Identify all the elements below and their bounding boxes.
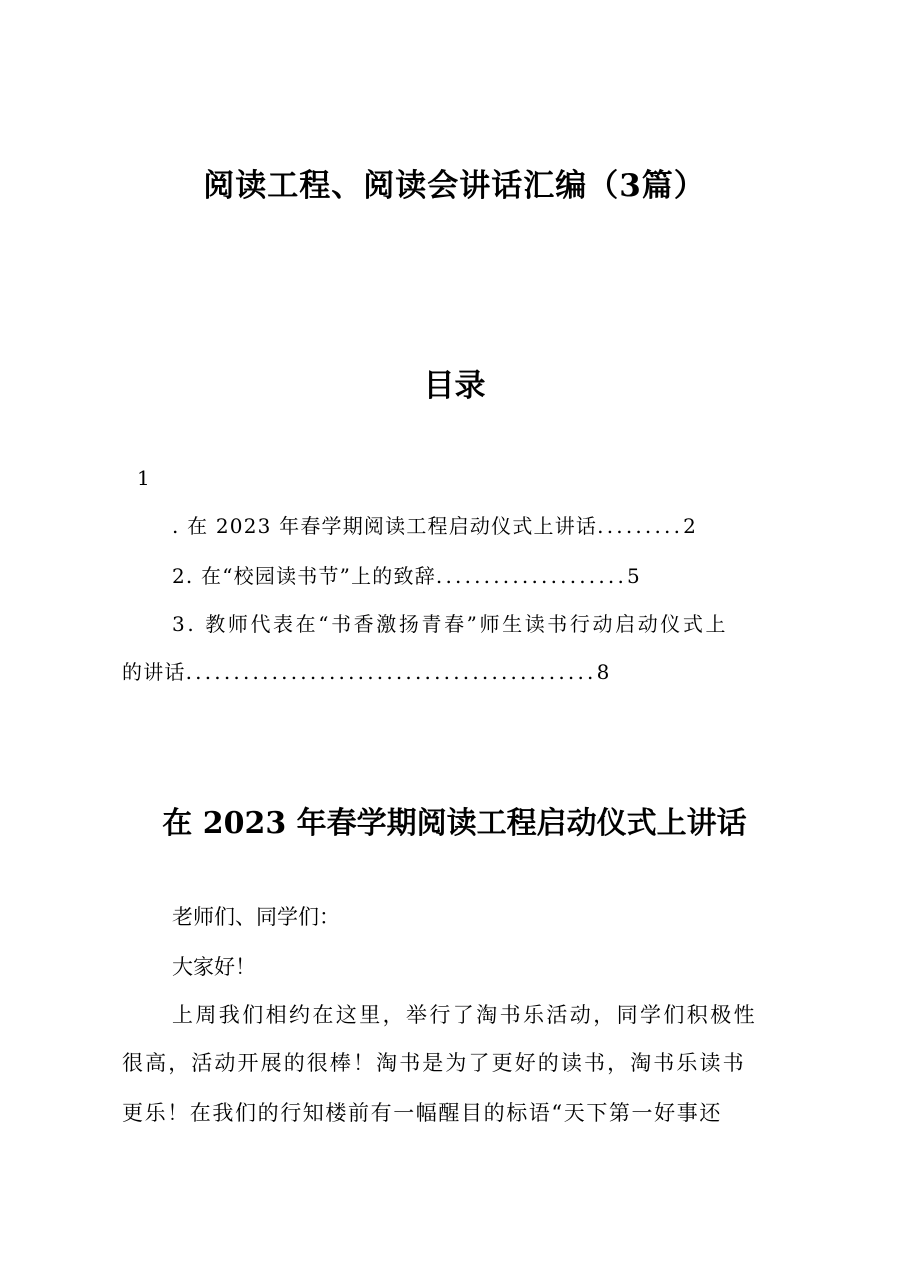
toc-leader-dots: .................... [435,564,628,588]
body-text-line: 更乐！在我们的行知楼前有一幅醒目的标语“天下第一好事还 [122,1101,722,1125]
toc-leader-dots: ......... [597,514,684,538]
toc-entry-title: . 在 2023 年春学期阅读工程启动仪式上讲话 [172,514,598,538]
toc-entry-3[interactable] [172,610,728,638]
toc-page-number: 8 [596,660,611,684]
body-text-line: 上周我们相约在这里，举行了淘书乐活动，同学们积极性 [172,1003,757,1027]
toc-entry-2[interactable] [172,562,641,590]
greeting-line: 大家好！ [172,955,256,979]
toc-list-marker: 1 [137,466,150,490]
toc-entry-3-continuation[interactable] [122,658,611,686]
toc-heading: 目录 [423,368,486,404]
toc-page-number: 2 [683,514,698,538]
toc-page-number: 5 [627,564,641,588]
toc-entry-title: 3. 教师代表在“书香激扬青春”师生读书行动启动仪式上 [172,612,729,636]
toc-leader-dots: ........................................... [185,660,597,684]
toc-entry-title-continuation: 的讲话 [122,660,186,684]
toc-entry-title: 2. 在“校园读书节”上的致辞 [172,564,436,588]
body-text-line: 很高，活动开展的很棒！淘书是为了更好的读书，淘书乐读书 [122,1051,746,1075]
toc-entry-1[interactable] [172,512,697,540]
greeting-line: 老师们、同学们： [172,905,340,929]
section-title: 在 2023 年春学期阅读工程启动仪式上讲话 [162,806,747,841]
document-title: 阅读工程、阅读会讲话汇编（3篇） [203,168,706,204]
